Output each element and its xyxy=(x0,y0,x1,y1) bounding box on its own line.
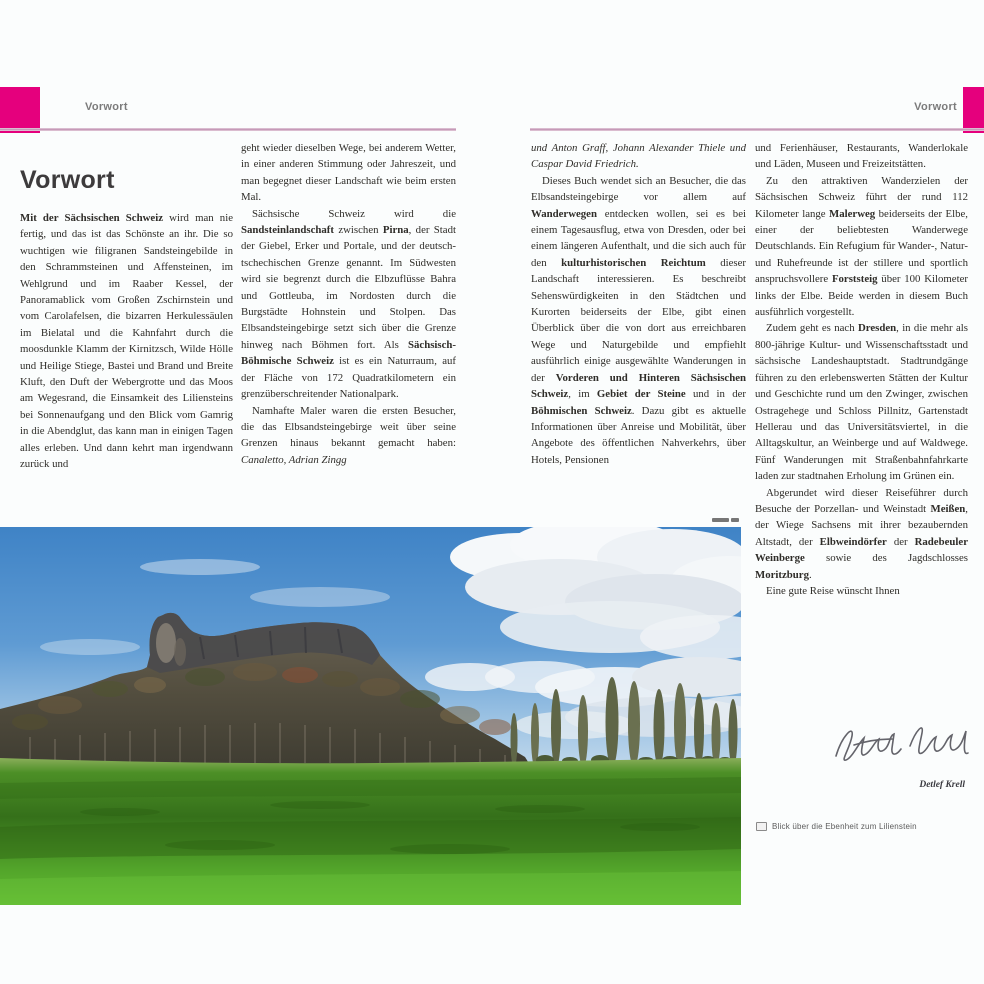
photo-caption-text: Blick über die Ebenheit zum Lilienstein xyxy=(772,822,917,831)
paragraph: und Anton Graff, Johann Alexander Thiele und Caspar David Friedrich. xyxy=(531,142,746,171)
left-page-column-2 xyxy=(241,140,456,468)
photo-caption-icon xyxy=(756,822,767,831)
paragraph: Abgerundet wird dieser Reiseführer durch Besuche der Porzellan- und Weinstadt Meißen, der Wiege Sachsens mit ihrer bezaubernden Altstadt, der Elbweindörfer der Radebeuler Weinberge sowie des Jagdschlosses Moritzburg. xyxy=(755,486,968,581)
meadow xyxy=(0,758,741,905)
signature-scribble xyxy=(826,708,972,780)
photo-lilienstein xyxy=(0,527,741,905)
header-rule-left xyxy=(0,128,456,131)
author-signature xyxy=(826,708,972,780)
paragraph: Namhafte Maler waren die ersten Besucher, die das Elbsandsteingebirge weit über seine Grenzen hinaus bekannt gemacht haben: Canaletto, Adrian Zingg xyxy=(241,404,456,466)
header-rule-right xyxy=(530,128,984,131)
paragraph: Zudem geht es nach Dresden, in die mehr als 800-jährige Kultur- und Wissenschaftsstadt und sächsische Landeshauptstadt. Stadtrundgänge führen zu den erlebenswerten Stätten der Kultur und Geschichte rund um den Zwinger, zwischen Ostragehege und Schloss Pillnitz, Gartenstadt Hellerau und das Universitätsviertel, in die Alltagskultur, an Weinberge und auf Waldwege. Fünf Wanderungen mit Straßenbahnfahrkarte laden zur stadtnahen Erholung im Grünen ein. xyxy=(755,322,968,483)
photo-caption xyxy=(756,822,917,831)
paragraph: Sächsische Schweiz wird die Sandsteinlandschaft zwischen Pirna, der Stadt der Giebel, Erker und Portale, und der deutsch-tschechischen Grenze genannt. Im Südwesten wird sie begrenzt durch die Elbzuflüsse Bahra und Gottleuba, im Nordosten durch die Burgstädte Hohnstein und Stolpen. Das Elbsandsteingebirge setzt sich über die Grenze hinweg nach Böhmen fort. Als Sächsisch-Böhmische Schweiz ist es ein Naturraum, auf der Fläche von 172 Quadratkilometern ein grenzüberschreitender Nationalpark. xyxy=(241,207,456,401)
page-title: Vorwort xyxy=(20,165,115,194)
chapter-tab-right xyxy=(963,87,984,133)
running-header-right: Vorwort xyxy=(914,101,957,113)
right-page-column-1 xyxy=(531,140,746,468)
paragraph: Dieses Buch wendet sich an Besucher, die das Elbsandsteingebirge vor allem auf Wanderwegen entdecken wollen, sei es bei einem Tagesausflug, etwa von Dresden, oder bei einem längeren Aufenthalt, und die sich auch für den kulturhistorischen Reichtum dieser Landschaft interessieren. Es beschreibt Sehenswürdigkeiten in den Städtchen und Kurorten beiderseits der Elbe, gibt einen Überblick über die von dort aus erreichbaren Wege und Naturgebilde und empfiehlt ausführlich einige ausgewählte Wanderungen in der Vorderen und Hinteren Sächsischen Schweiz, im Gebiet der Steine und in der Böhmischen Schweiz. Dazu gibt es aktuelle Informationen über Anreise und Mobilität, über Angebote des öffentlichen Nahverkehrs, über Hotels, Pensionen xyxy=(531,174,746,466)
right-page-column-2 xyxy=(755,140,968,599)
left-page-column-1 xyxy=(20,210,233,473)
chapter-tab-left xyxy=(0,87,40,133)
signature-name: Detlef Krell xyxy=(919,780,965,790)
paragraph: Mit der Sächsischen Schweiz wird man nie fertig, und das ist das Schönste an ihr. Die so wuchtigen wie filigranen Sandsteingebilde in den Schrammsteinen und Affensteinen, im Wehlgrund und im Raaber Kessel, der Panoramablick vom Großen Zschirnstein und vom Carolafelsen, die bizarren Herkulessäulen im Bielatal und die Kahnfahrt durch die moosdunkle Klamm der Kirnitzsch, Wilde Hölle und Heilige Stiege, Bastei und Brand und Breite Kluft, den Duft der Webergrotte und das Moos am Wegesrand, die Einsamkeit des Liliensteins bei Sonnenaufgang und den Blick vom Gamrig in die Abendglut, das kann man in einigen Tagen alles erleben. Und dann kehrt man irgendwann zurück und xyxy=(20,212,233,471)
paragraph: Eine gute Reise wünscht Ihnen xyxy=(766,584,900,597)
photo-illustration xyxy=(0,527,741,905)
paragraph: geht wieder dieselben Wege, bei anderem Wetter, in einer anderen Stimmung oder Jahreszeit, und man begegnet dieser Landschaft wie beim ersten Mal. xyxy=(241,142,456,204)
paragraph: und Ferienhäuser, Restaurants, Wanderlokale und Läden, Museen und Freizeitstätten. xyxy=(755,142,968,171)
paragraph: Zu den attraktiven Wanderzielen der Sächsischen Schweiz führt der rund 112 Kilometer lange Malerweg beiderseits der Elbe, einer der beliebtesten Wanderwege Deutschlands. Ein Refugium für Wander-, Natur- und Ruhefreunde ist der stillere und sportlich anspruchsvollere Forststeig über 100 Kilometer links der Elbe. Beide werden in diesem Buch ausführlich vorgestellt. xyxy=(755,174,968,319)
photo-credit-mark xyxy=(712,518,740,523)
running-header-left: Vorwort xyxy=(85,101,128,113)
